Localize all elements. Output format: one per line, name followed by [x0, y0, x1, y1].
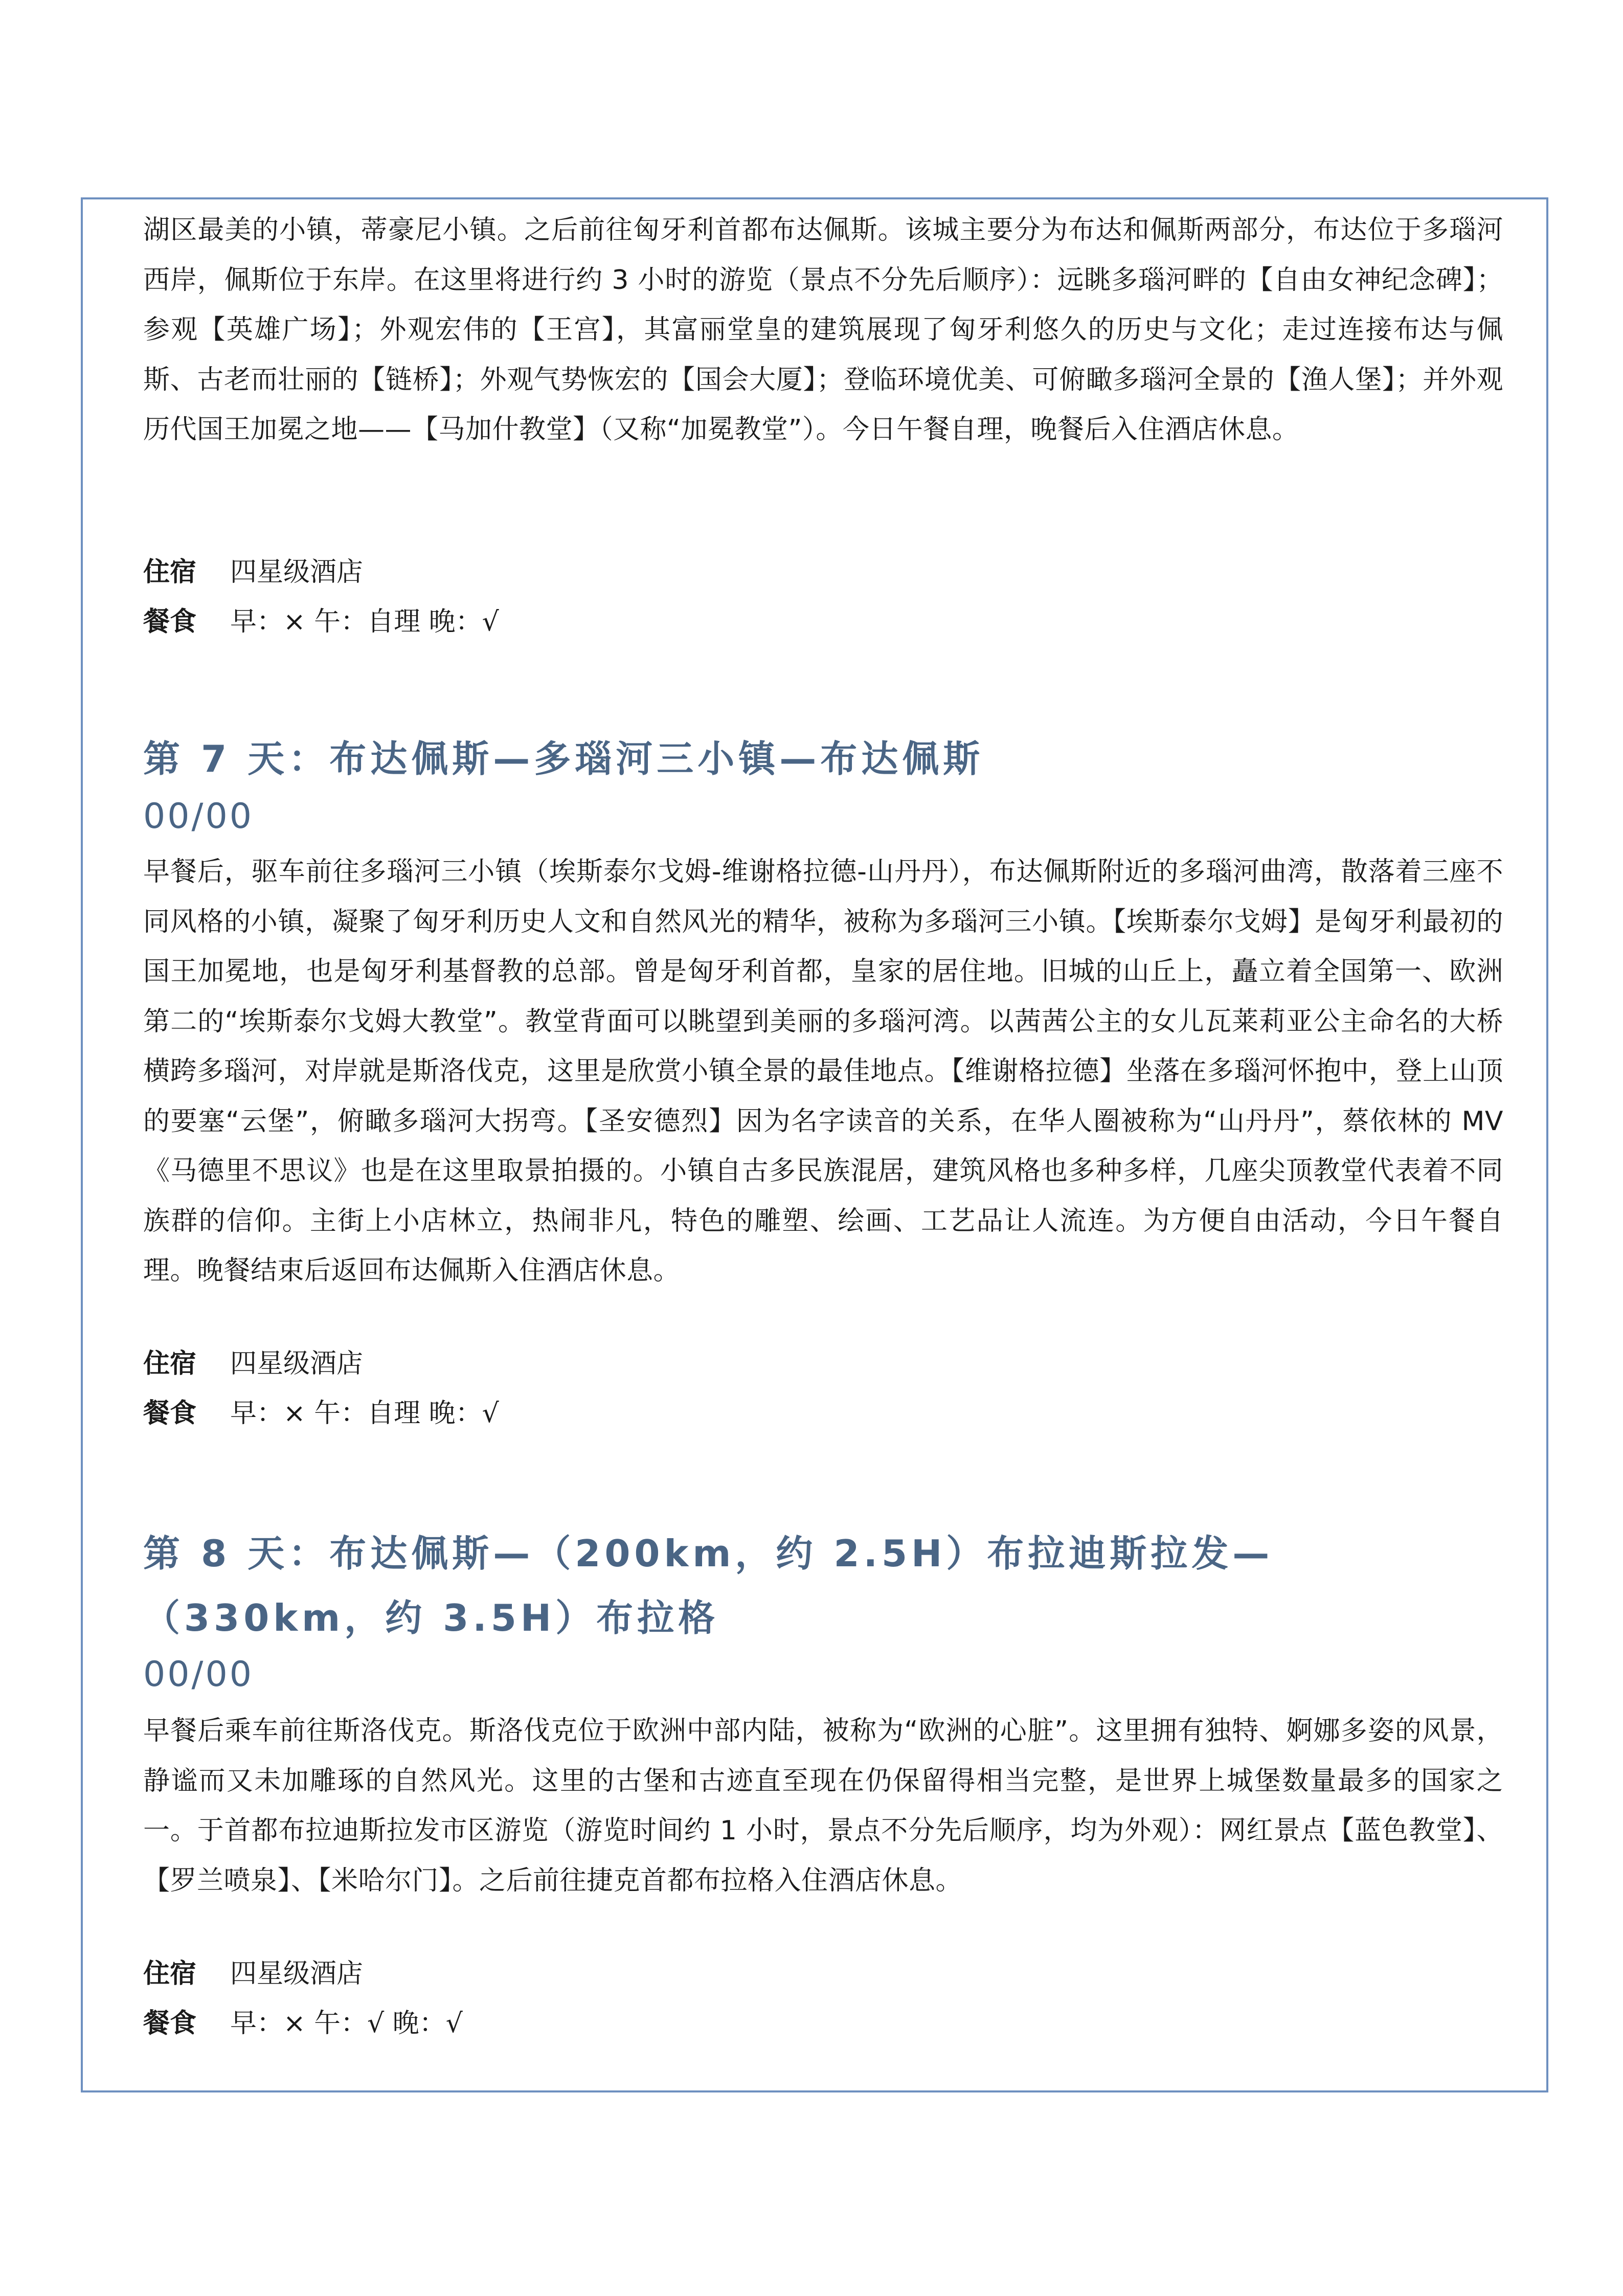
day7-description: 早餐后，驱车前往多瑙河三小镇（埃斯泰尔戈姆-维谢格拉德-山丹丹），布达佩斯附近的多瑙河曲湾，散落着三座不同风格的小镇，凝聚了匈牙利历史人文和自然风光的精华，被称为多瑙河三小镇。【埃斯泰尔戈姆】是匈牙利最初的国王加冕地，也是匈牙利基督教的总部。曾是匈牙利首都，皇家的居住地。旧城的山丘上，矗立着全国第一、欧洲第二的“埃斯泰尔戈姆大教堂”。教堂背面可以眺望到美丽的多瑙河湾。以茜茜公主的女儿瓦莱莉亚公主命名的大桥横跨多瑙河，对岸就是斯洛伐克，这里是欣赏小镇全景的最佳地点。【维谢格拉德】坐落在多瑙河怀抱中，登上山顶的要塞“云堡”，俯瞰多瑙河大拐弯。【圣安德烈】因为名字读音的关系，在华人圈被称为“山丹丹”，蔡依林的 MV《马德里不思议》也是在这里取景拍摄的。小镇自古多民族混居，建筑风格也多种多样，几座尖顶教堂代表着不同族群的信仰。主街上小店林立，热闹非凡，特色的雕塑、绘画、工艺品让人流连。为方便自由活动，今日午餐自理。晚餐结束后返回布达佩斯入住酒店休息。	[143, 857, 1503, 1286]
lodging-value: 四星级酒店	[230, 1959, 364, 1989]
lodging-label: 住宿	[143, 1348, 197, 1379]
meals-label: 餐食	[143, 1398, 197, 1429]
day6-meals	[143, 597, 499, 647]
meals-value: 早：× 午：自理 晚：√	[230, 606, 499, 637]
day7-lodging	[143, 1339, 363, 1389]
day8-meals	[143, 1999, 463, 2049]
day6-description: 湖区最美的小镇，蒂豪尼小镇。之后前往匈牙利首都布达佩斯。该城主要分为布达和佩斯两部分，布达位于多瑙河西岸，佩斯位于东岸。在这里将进行约 3 小时的游览（景点不分先后顺序）：远眺多瑙河畔的【自由女神纪念碑】；参观【英雄广场】；外观宏伟的【王宫】，其富丽堂皇的建筑展现了匈牙利悠久的历史与文化；走过连接布达与佩斯、古老而壮丽的【链桥】；外观气势恢宏的【国会大厦】；登临环境优美、可俯瞰多瑙河全景的【渔人堡】；并外观历代国王加冕之地——【马加什教堂】（又称“加冕教堂”）。今日午餐自理，晚餐后入住酒店休息。	[143, 215, 1503, 445]
lodging-value: 四星级酒店	[230, 1348, 364, 1379]
day7-meals	[143, 1389, 499, 1438]
day7-title: 第 7 天：布达佩斯—多瑙河三小镇—布达佩斯	[143, 737, 984, 780]
meals-value: 早：× 午：√ 晚：√	[230, 2008, 463, 2039]
lodging-label: 住宿	[143, 557, 197, 588]
day7-date: 00/00	[143, 796, 254, 837]
lodging-value: 四星级酒店	[230, 557, 364, 588]
day6-lodging	[143, 548, 363, 597]
day8-lodging	[143, 1949, 363, 1999]
day8-description: 早餐后乘车前往斯洛伐克。斯洛伐克位于欧洲中部内陆，被称为“欧洲的心脏”。这里拥有独特、婀娜多姿的风景，静谧而又未加雕琢的自然风光。这里的古堡和古迹直至现在仍保留得相当完整，是世界上城堡数量最多的国家之一。于首都布拉迪斯拉发市区游览（游览时间约 1 小时，景点不分先后顺序，均为外观）：网红景点【蓝色教堂】、【罗兰喷泉】、【米哈尔门】。之后前往捷克首都布拉格入住酒店休息。	[143, 1716, 1503, 1896]
meals-label: 餐食	[143, 2008, 197, 2039]
meals-value: 早：× 午：自理 晚：√	[230, 1398, 499, 1429]
day8-title: 第 8 天：布达佩斯—（200km，约 2.5H）布拉迪斯拉发—（330km，约 3.5H）布拉格	[143, 1532, 1274, 1639]
meals-label: 餐食	[143, 606, 197, 637]
lodging-label: 住宿	[143, 1959, 197, 1989]
day8-date: 00/00	[143, 1654, 254, 1695]
